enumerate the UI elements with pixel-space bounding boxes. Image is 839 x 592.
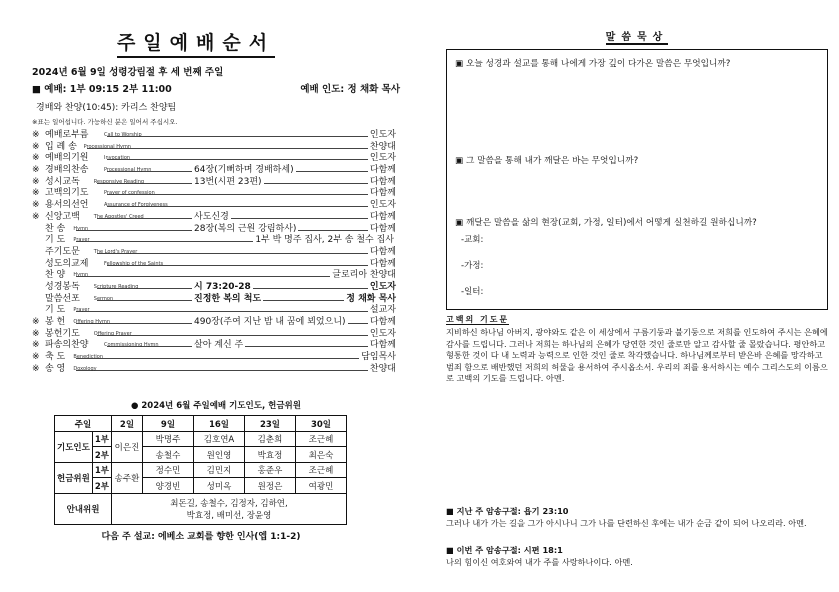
leader-line [107,136,368,137]
order-item-name: 기 도 [45,235,66,246]
order-row [32,305,400,317]
order-row [32,235,400,247]
order-list [32,130,400,375]
order-row [32,130,400,142]
order-row [32,294,400,306]
standing-mark: ※ [32,130,40,140]
standing-mark: ※ [32,165,40,176]
part-label: 2부 [92,447,111,463]
order-item-detail: 490장(주여 지난 밤 내 꿈에 뵈었으니) [194,317,346,327]
order-item-english: Hymn [73,225,89,232]
order-item-name: 예배로부름 [45,130,89,140]
order-item-leader: 설교자 [369,305,396,316]
order-item-leader: 다함께 [369,165,396,176]
work-field[interactable]: -일터: [461,287,484,297]
order-row [32,352,400,364]
order-item-name: 기 도 [45,305,66,316]
standing-mark: ※ [32,352,40,363]
order-item-english: Benediction [73,354,104,361]
order-row [32,224,400,236]
worship-order-panel [32,28,400,542]
order-row [32,142,400,154]
table-cell: 이은진 [112,431,143,462]
order-item-name: 송 영 [45,363,66,374]
guide-cell [112,493,347,524]
memory-next-text: 나의 힘이신 여호와여 내가 주를 사랑하나이다. 아멘. [446,556,633,567]
meditation-box [446,49,828,310]
order-item-english: Prayer [73,307,90,314]
order-item-name: 봉 헌 [45,317,66,327]
guide-line: 박효정, 배미선, 장윤영 [186,510,272,521]
memory-last-text: 그러나 내가 가는 길을 그가 아시나니 그가 나를 단련하신 후에는 내가 순금 같이 되어 나오리라. 아멘. [446,517,807,528]
order-item-leader: 글로리아 찬양대 [332,270,396,281]
order-item-detail: 1부 박 명주 집사, 2부 송 철수 집사 [255,235,394,246]
order-row [32,329,400,341]
order-item-detail: 사도신경 [194,211,229,222]
order-item-detail: 시 73:20-28 [194,281,251,292]
table-cell: 원인영 [194,447,245,463]
table-cell: 송철수 [143,447,194,463]
order-item-english: Offering Hymn [73,319,110,325]
table-header: 2일 [112,416,143,432]
order-item-english: Processional Hymn [83,143,131,150]
order-row [32,212,400,224]
table-cell: 김호연A [194,431,245,447]
worship-label: ■ 예배: 1부 09:15 2부 11:00 [32,84,172,95]
leader-line [97,253,368,254]
worship-times [32,81,400,95]
confession-title: 고백의 기도문 [446,315,510,324]
standing-mark: ※ [32,153,40,164]
order-item-english: Call to Worship [104,132,142,138]
standing-mark: ※ [32,188,40,199]
order-item-leader: 인도자 [369,130,396,140]
order-row [32,317,400,329]
order-row [32,153,400,165]
memory-verse-next [446,545,830,568]
order-item-name: 고백의기도 [45,188,89,199]
order-item-leader: 다함께 [369,176,396,187]
table-cell: 홍준우 [245,462,296,478]
standing-mark: ※ [32,200,40,211]
table-cell: 박효정 [245,447,296,463]
standing-mark: ※ [32,317,40,327]
guide-label: 안내위원 [55,493,112,524]
order-item-leader: 인도자 [369,328,396,339]
order-item-name: 찬 양 [45,270,66,281]
guide-line: 최돈길, 송철수, 김정자, 김하연, [170,498,288,509]
order-item-english: Processional Hymn [104,167,152,174]
order-row [32,165,400,177]
order-item-detail: 28장(복의 근원 강림하사) [194,223,297,234]
leader-line [107,159,368,160]
memory-verse-last [446,506,830,529]
table-cell: 여광민 [296,478,347,494]
order-item-leader: 인도자 [369,281,396,292]
meditation-title: 말씀묵상 [605,32,669,43]
prayer-label: 기도인도 [55,431,93,462]
memory-last-head: ■ 지난 주 암송구절: 욥기 23:10 [446,506,569,516]
standing-mark: ※ [32,211,40,222]
order-row [32,340,400,352]
order-item-name: 봉헌기도 [45,328,80,339]
order-item-name: 성경봉독 [45,281,80,292]
order-item-english: Doxology [73,365,97,372]
table-cell: 송주환 [112,462,143,493]
table-cell: 최은숙 [296,447,347,463]
order-item-leader: 다함께 [369,188,396,199]
question-3: ▣ 깨달은 말씀을 삶의 현장(교회, 가정, 일터)에서 어떻게 실천하길 원하십니까? [455,218,757,228]
next-sermon: 다음 주 설교: 에베소 교회를 향한 인사(엡 1:1-2) [101,531,301,542]
order-item-english: Hymn [73,272,89,279]
order-item-english: Invocation [104,155,131,162]
order-item-english: Responsive Reading [93,178,145,185]
order-item-english: Fellowship of the Saints [104,260,164,267]
standing-mark: ※ [32,363,40,374]
order-item-leader: 다함께 [369,246,396,257]
order-item-name: 찬 송 [45,223,66,234]
order-row [32,177,400,189]
table-cell: 김춘희 [245,431,296,447]
home-field[interactable]: -가정: [461,261,484,271]
order-item-leader: 인도자 [369,200,396,211]
worship-leader: 예배 인도: 정 채화 목사 [300,84,400,95]
table-cell: 조근혜 [296,431,347,447]
order-item-leader: 다함께 [369,340,396,351]
order-item-name: 용서의선언 [45,200,89,211]
order-item-english: Commissioning Hymn [104,342,159,349]
part-label: 2부 [92,478,111,494]
standing-mark: ※ [32,176,40,187]
table-header: 30일 [296,416,347,432]
table-cell: 김민지 [194,462,245,478]
order-row [32,364,400,376]
order-item-english: The Lord's Prayer [93,248,138,255]
order-item-english: Sermon [93,295,114,302]
offering-label: 헌금위원 [55,462,93,493]
order-item-detail: 살아 계신 주 [194,340,244,351]
order-item-leader: 담임목사 [361,352,396,363]
part-label: 1부 [92,431,111,447]
order-item-leader: 다함께 [369,223,396,234]
table-cell: 성미옥 [194,478,245,494]
part-label: 1부 [92,462,111,478]
table-cell: 조근혜 [296,462,347,478]
order-item-name: 주기도문 [45,246,80,257]
table-cell: 양경빈 [143,478,194,494]
order-item-english: Prayer [73,237,90,244]
order-row [32,270,400,282]
order-item-leader: 정 채화 목사 [346,293,396,304]
order-item-english: Offering Prayer [93,330,132,337]
meditation-panel [446,28,828,385]
order-item-name: 파송의찬양 [45,340,89,351]
table-header: 주일 [55,416,112,432]
standing-note: ※표는 일어섭니다. 가능하신 분은 일어서 주십시오. [32,118,178,126]
table-cell: 정수민 [143,462,194,478]
order-item-english: Scripture Reading [93,283,139,290]
order-row [32,188,400,200]
order-item-leader: 다함께 [369,258,396,269]
table-header: 16일 [194,416,245,432]
order-row [32,282,400,294]
table-cell: 박명주 [143,431,194,447]
order-item-detail: 64장(기뻐하며 경배하세) [194,165,294,176]
order-item-name: 경배의찬송 [45,165,89,176]
church-field[interactable]: -교회: [461,235,484,245]
question-1: ▣ 오늘 성경과 설교를 통해 나에게 가장 깊이 다가온 말씀은 무엇입니까? [455,59,731,69]
table-header: 9일 [143,416,194,432]
confession-text: 지비하신 하나님 아버지, 광야와도 같은 이 세상에서 구름기둥과 불기둥으로 저희를 인도하여 주시는 은혜에 감사를 드립니다. 그러나 저희는 하나님의 은혜가 당연한 것인 줄로만 알고 감사할 줄 몰랐습니다. 평안하고 형통한 것이 다 내 노력과 능력으로 인한 것인 줄로 착각했습니다. 하나님께로부터 받은바 은혜를 망각하고 범죄 함으로 배반했던 저희의 허물을 용서하여 주시옵소서. 우리의 죄를 용서하시는 예수 그리스도의 이름으로 고백의 기도를 드립니다. 아멘. [446,327,828,384]
praise-line: 경배와 찬양(10:45): 카리스 찬양팀 [36,103,177,113]
duty-table [54,415,347,525]
order-item-leader: 다함께 [369,211,396,222]
order-item-name: 신앙고백 [45,211,80,222]
order-row [32,200,400,212]
order-item-detail: 13번(시편 23편) [194,176,262,187]
order-item-name: 성시교독 [45,176,80,187]
standing-mark: ※ [32,328,40,339]
memory-next-head: ■ 이번 주 암송구절: 시편 18:1 [446,545,563,555]
order-item-name: 예배의기원 [45,153,89,164]
order-item-name: 말씀선포 [45,293,80,304]
order-item-leader: 인도자 [369,153,396,164]
standing-mark: ※ [32,340,40,351]
order-row [32,247,400,259]
order-item-english: Assurance of Forgiveness [104,202,168,209]
table-caption: ● 2024년 6월 주일예배 기도인도, 헌금위원 [131,401,301,412]
order-item-name: 성도의교제 [45,258,89,269]
date-line: 2024년 6월 9일 성령강림절 후 세 번째 주일 [32,67,224,78]
order-item-name: 축 도 [45,352,66,363]
order-item-english: The Apostles' Creed [93,213,144,220]
order-item-leader: 찬양대 [369,363,396,374]
order-item-detail: 진정한 복의 척도 [194,293,262,304]
table-header: 23일 [245,416,296,432]
standing-mark: ※ [32,141,40,152]
page-title: 주일예배순서 [0,28,400,58]
order-item-leader: 찬양대 [369,141,396,152]
table-cell: 원정은 [245,478,296,494]
order-row [32,259,400,271]
question-2: ▣ 그 말씀을 통해 내가 깨달은 바는 무엇입니까? [455,156,639,166]
order-item-english: Prayer of confession [104,190,155,197]
order-item-name: 입 례 송 [45,141,77,152]
leader-line [97,335,368,336]
order-item-leader: 다함께 [369,317,396,327]
